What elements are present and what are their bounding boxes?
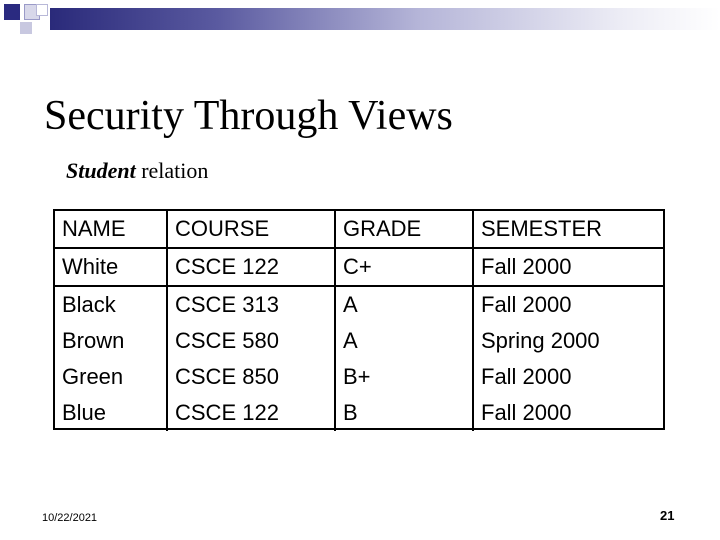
cell-course: CSCE 313 (167, 286, 335, 323)
cell-course: CSCE 850 (167, 359, 335, 395)
cell-semester: Fall 2000 (481, 292, 572, 317)
decor-square (36, 4, 48, 16)
table-row (55, 359, 663, 395)
table-row (55, 248, 663, 286)
column-header-grade: GRADE (335, 211, 473, 248)
column-header-name: NAME (55, 211, 167, 248)
column-header-semester: SEMESTER (473, 211, 663, 248)
cell-name: Brown (55, 323, 167, 359)
cell-name: Blue (55, 395, 167, 431)
cell-course: CSCE 122 (167, 395, 335, 431)
cell-course: CSCE 122 (167, 248, 335, 286)
slide-title: Security Through Views (44, 93, 453, 139)
decor-square (4, 4, 20, 20)
column-header-course: COURSE (167, 211, 335, 248)
table-row (55, 286, 663, 323)
cell-semester: Fall 2000 (481, 400, 572, 425)
cell-semester: Fall 2000 (473, 248, 663, 286)
cell-semester: Spring 2000 (481, 328, 600, 353)
cell-semester: Fall 2000 (481, 364, 572, 389)
table-header-row (55, 211, 663, 248)
student-relation-table (53, 209, 665, 430)
cell-grade: B+ (335, 359, 473, 395)
cell-name: Green (55, 359, 167, 395)
header-decoration-bar (50, 8, 720, 30)
subtitle-text: relation (135, 158, 209, 183)
cell-grade: C+ (335, 248, 473, 286)
table-row (55, 323, 663, 359)
page-number: 21 (660, 508, 675, 523)
table-row (55, 395, 663, 431)
cell-grade: B (335, 395, 473, 431)
cell-course: CSCE 580 (167, 323, 335, 359)
slide-subtitle (66, 158, 208, 184)
slide-date: 10/22/2021 (42, 512, 98, 524)
cell-grade: A (335, 286, 473, 323)
cell-name: White (55, 248, 167, 286)
subtitle-emphasis: Student (66, 158, 136, 183)
decor-square (20, 22, 32, 34)
cell-grade: A (335, 323, 473, 359)
cell-name: Black (55, 286, 167, 323)
